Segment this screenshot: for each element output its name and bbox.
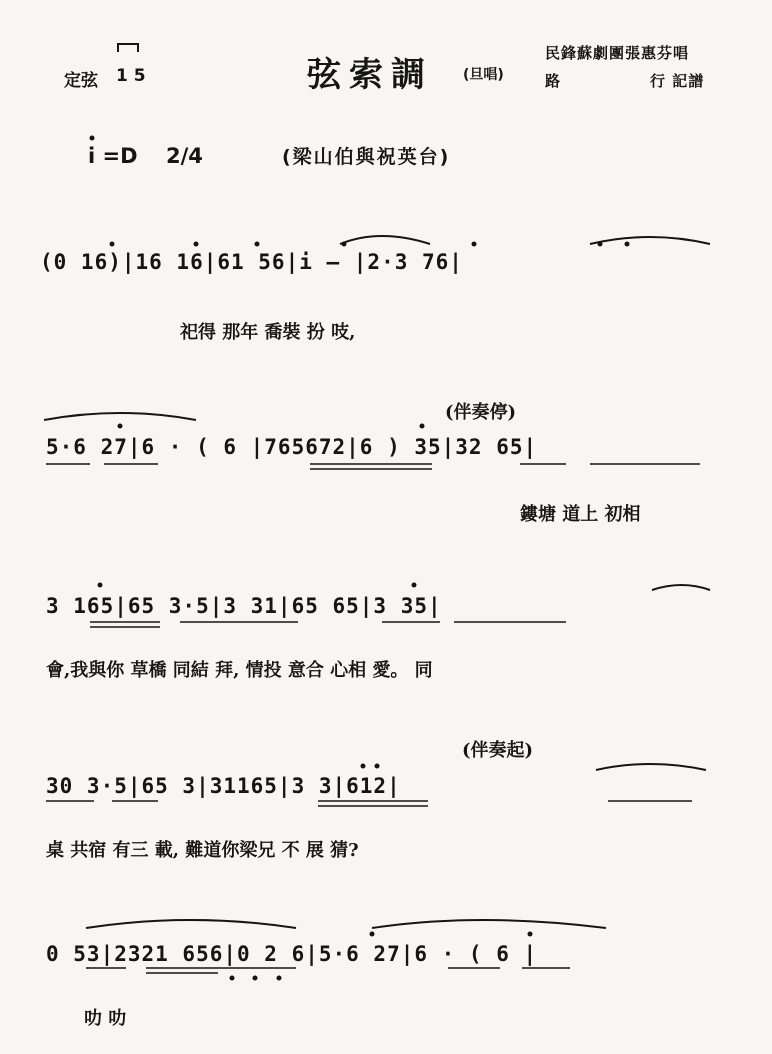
opera-subtitle: (梁山伯與祝英台) [282, 146, 451, 168]
annotation-line-2: (伴奏停) [445, 402, 517, 423]
lyrics-line-5: 叻 叻 [84, 1008, 127, 1029]
lyrics-line-4: 桌 共宿 有三 載, 難道你梁兄 不 展 猜? [46, 840, 359, 861]
title-role: (旦唱) [463, 67, 504, 83]
notation-line-1: (0 16)|16 16|61 56|i — |2·3 76| [40, 250, 463, 274]
transcriber-credit: 行 記譜 [650, 72, 705, 90]
tuning-label: 定弦 [64, 71, 98, 91]
notation-line-3: 3 165|65 3·5|3 31|65 65|3 35| [46, 594, 442, 618]
notation-line-2: 5·6 27|6 · ( 6 |765672|6 ) 35|32 65| [46, 435, 538, 459]
notation-line-4: 30 3·5|65 3|31165|3 3|612| [46, 774, 401, 798]
annotation-line-4: (伴奏起) [462, 740, 534, 761]
performer-credit: 民鋒蘇劇團張惠芬唱 [545, 44, 690, 62]
tuning-value: 1 5 [116, 66, 146, 86]
transcriber-prefix: 路 [545, 72, 562, 90]
page-title: 弦索調 [307, 55, 433, 95]
lyrics-line-3: 會,我與你 草橋 同結 拜, 情投 意合 心相 愛。 同 [46, 660, 433, 681]
notation-line-5: 0 53|2321 656|0 2 6|5·6 27|6 · ( 6 | [46, 942, 538, 966]
lyrics-line-1: 祀得 那年 喬裝 扮 吱, [180, 322, 356, 343]
lyrics-line-2: 鏤塘 道上 初相 [520, 504, 641, 525]
key-signature: i =D [88, 144, 138, 168]
time-signature: 2/4 [166, 144, 203, 168]
